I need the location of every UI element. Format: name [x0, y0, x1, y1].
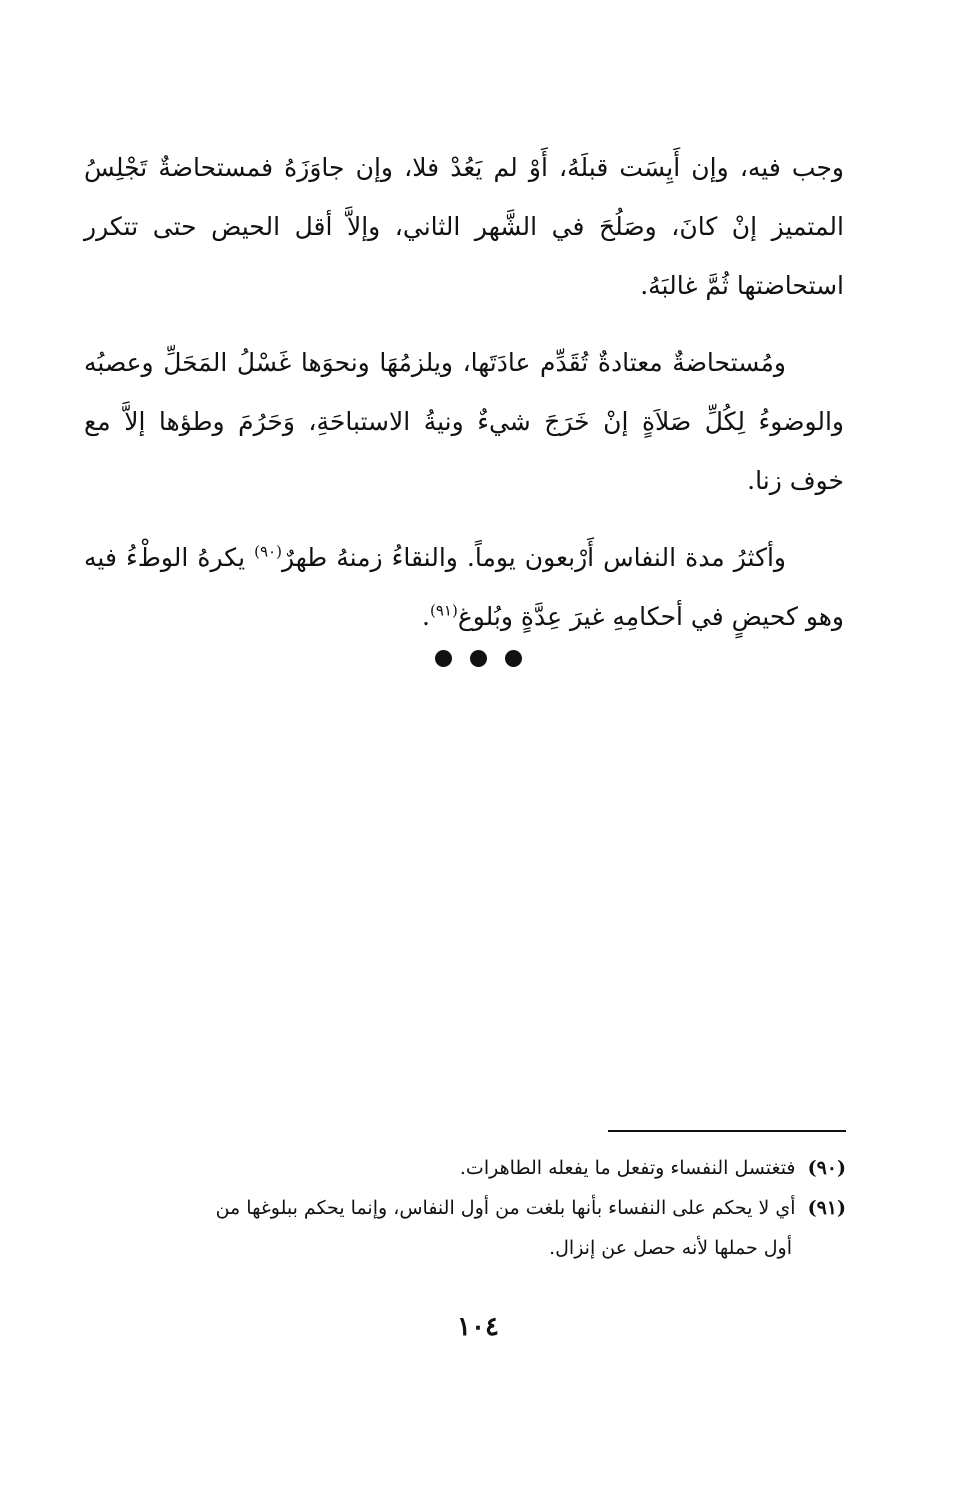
footnote-91-continuation-text: أول حملها لأنه حصل عن إنزال.	[549, 1237, 792, 1259]
separator-dot	[505, 650, 522, 667]
paragraph-2-line-3: وطؤها إلاَّ مع خوف زنا.	[84, 407, 844, 495]
footnotes	[100, 1148, 846, 1268]
section-separator	[0, 650, 956, 671]
footnote-ref-91[interactable]: (٩١)	[429, 601, 458, 620]
footnote-rule	[608, 1130, 846, 1132]
separator-dot	[470, 650, 487, 667]
separator-dot	[435, 650, 452, 667]
main-text	[84, 138, 844, 664]
paragraph-3-line-2a: فيه وهو كحيضٍ في أحكامِهِ غيرَ عِدَّةٍ وبُلوغ	[84, 543, 844, 631]
footnote-91-continuation	[100, 1228, 846, 1268]
footnote-90-number: (٩٠)	[807, 1157, 846, 1179]
paragraph-1-line-1: وجب فيه، وإن أَيِسَت قبلَهُ، أَوْ لم يَعُدْ فلا، وإن جاوَزَهُ فمستحاضةٌ	[158, 153, 844, 182]
footnote-91-text: أي لا يحكم على النفساء بأنها بلغت من أول النفاس، وإنما يحكم ببلوغها من	[215, 1197, 796, 1219]
paragraph-1	[84, 138, 844, 315]
paragraph-1-line-3: تتكرر استحاضتها ثُمَّ غالبَهُ.	[84, 212, 844, 300]
footnote-91	[100, 1188, 846, 1228]
footnote-90-text: فتغتسل النفساء وتفعل ما يفعله الطاهرات.	[459, 1157, 796, 1179]
paragraph-3-line-1a: وأكثرُ مدة النفاس أَرْبعون يوماً. والنقاءُ زمنهُ طهرٌ	[281, 543, 787, 572]
paragraph-3-line-1b: يكرهُ الوطْءُ	[125, 543, 255, 572]
paragraph-2-line-2: وعصبُه والوضوءُ لِكُلِّ صَلاَةٍ إنْ خَرَجَ شيءٌ ونيةُ الاستباحَةِ، وَحَرُمَ	[84, 348, 845, 436]
paragraph-2-line-1: ومُستحاضةٌ معتادةٌ تُقَدِّم عادَتَها، ويلزمُهَا ونحوَها غَسْلُ المَحَلِّ	[163, 348, 786, 377]
footnote-90	[100, 1148, 846, 1188]
paragraph-3-line-2b: .	[422, 602, 430, 631]
footnote-ref-90[interactable]: (٩٠)	[254, 542, 282, 561]
paragraph-1-line-2: تَجْلِسُ المتميز إنْ كانَ، وصَلُحَ في الشَّهر الثاني، وإلاَّ أقل الحيض حتى	[84, 153, 844, 241]
footnote-91-number: (٩١)	[807, 1197, 846, 1219]
paragraph-2	[84, 333, 844, 510]
page-number: ١٠٤	[457, 1312, 499, 1342]
paragraph-3	[84, 528, 844, 646]
